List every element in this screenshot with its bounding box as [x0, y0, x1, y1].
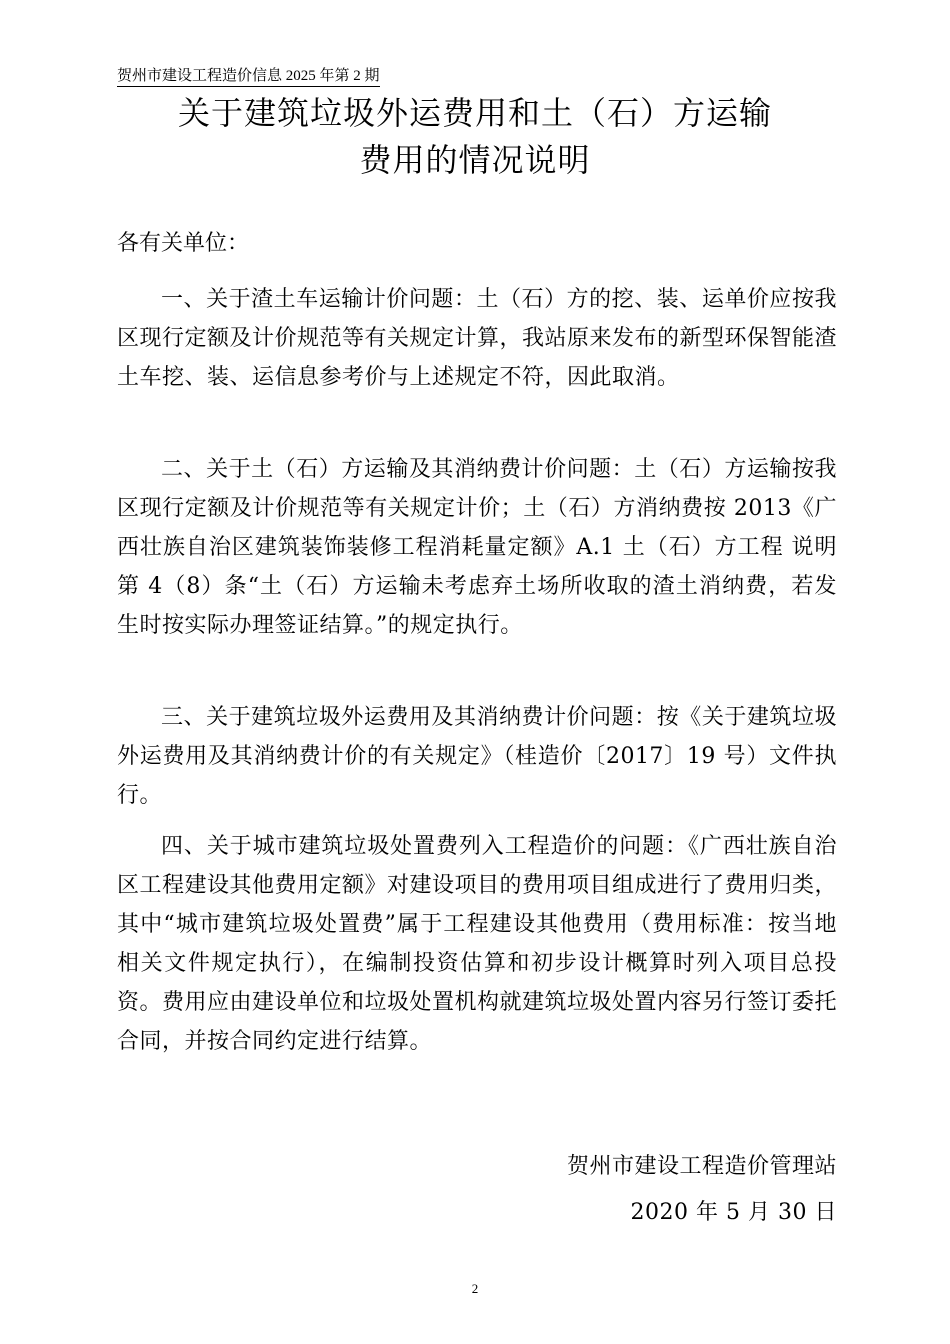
- page-number: 2: [471, 1281, 479, 1296]
- paragraph-1: 一、关于渣土车运输计价问题：土（石）方的挖、装、运单价应按我区现行定额及计价规范等有关规定计算，我站原来发布的新型环保智能渣土车挖、装、运信息参考价与上述规定不符，因此取消。: [117, 287, 838, 390]
- paragraph-2: 二、关于土（石）方运输及其消纳费计价问题：土（石）方运输按我区现行定额及计价规范等有关规定计价；土（石）方消纳费按 2013《广西壮族自治区建筑装饰装修工程消耗量定额》A.1 土（石）方工程 说明第 4（8）条“土（石）方运输未考虑弃土场所收取的渣土消纳费，若发生时按实际办理签证结算。”的规定执行。: [117, 457, 837, 638]
- document-title-line-1: 关于建筑垃圾外运费用和土（石）方运输: [177, 94, 772, 132]
- signature-date: 2020 年 5 月 30 日: [630, 1200, 837, 1225]
- paragraph-4: 四、关于城市建筑垃圾处置费列入工程造价的问题：《广西壮族自治区工程建设其他费用定额》对建设项目的费用项目组成进行了费用归类，其中“城市建筑垃圾处置费”属于工程建设其他费用（费用标准：按当地相关文件规定执行），在编制投资估算和初步设计概算时列入项目总投资。费用应由建设单位和垃圾处置机构就建筑垃圾处置内容另行签订委托合同，并按合同约定进行结算。: [117, 834, 838, 1054]
- signature-organization: 贺州市建设工程造价管理站: [566, 1154, 837, 1179]
- running-header: 贺州市建设工程造价信息 2025 年第 2 期: [117, 67, 380, 87]
- salutation: 各有关单位：: [117, 231, 250, 256]
- document-title-line-2: 费用的情况说明: [359, 141, 591, 179]
- paragraph-3: 三、关于建筑垃圾外运费用及其消纳费计价问题：按《关于建筑垃圾外运费用及其消纳费计价的有关规定》（桂造价〔2017〕19 号）文件执行。: [117, 705, 837, 808]
